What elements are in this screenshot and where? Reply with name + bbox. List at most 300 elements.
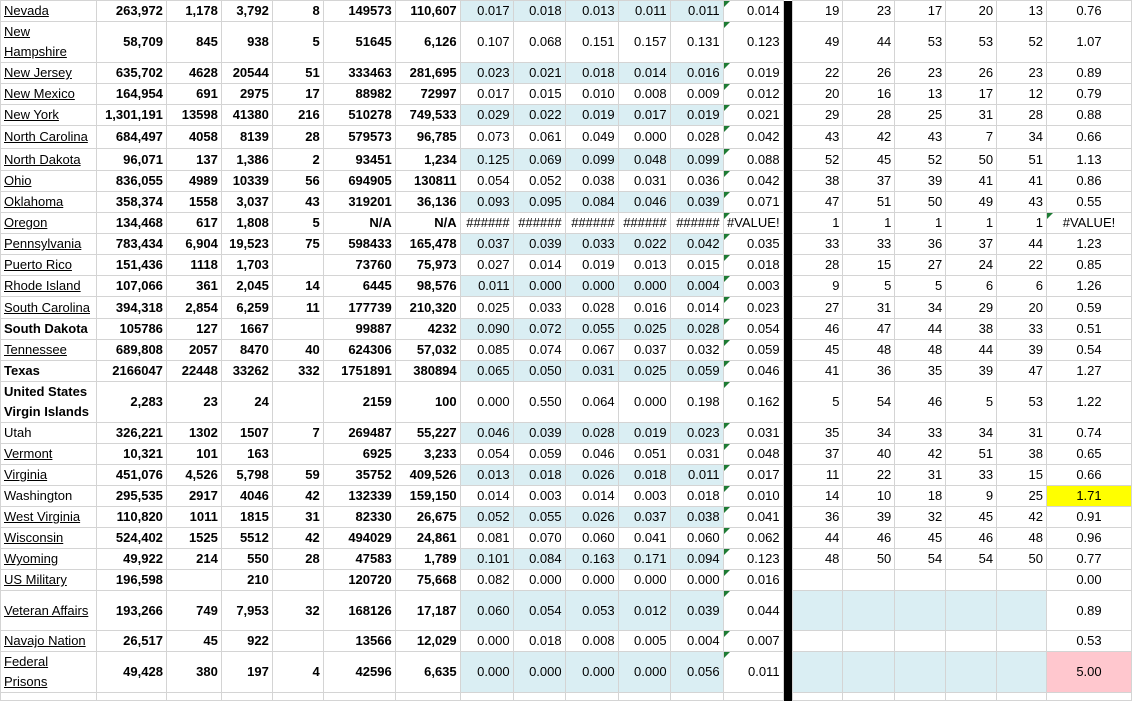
cell-count[interactable] — [272, 570, 323, 591]
cell-rank[interactable]: 46 — [946, 528, 997, 549]
cell-rank[interactable]: 36 — [895, 234, 946, 255]
cell-rate[interactable]: 0.033 — [565, 234, 618, 255]
cell-rate[interactable]: 0.049 — [565, 126, 618, 149]
cell-rate[interactable]: 0.061 — [513, 126, 565, 149]
cell-rate[interactable]: 0.011 — [670, 1, 723, 22]
cell-count[interactable]: 524,402 — [96, 528, 166, 549]
cell-ratio[interactable] — [1046, 507, 1131, 528]
cell-rate[interactable]: 0.055 — [565, 319, 618, 340]
cell-count[interactable]: 214 — [166, 549, 221, 570]
cell-count[interactable]: 332 — [272, 361, 323, 382]
cell-rank[interactable] — [946, 652, 997, 693]
cell-rank[interactable]: 35 — [895, 361, 946, 382]
cell-rank[interactable]: 20 — [946, 1, 997, 22]
cell-rate[interactable]: 0.026 — [565, 465, 618, 486]
cell-rank[interactable]: 50 — [843, 549, 895, 570]
cell-rate[interactable]: 0.037 — [618, 507, 670, 528]
cell-rate[interactable]: 0.018 — [565, 63, 618, 84]
cell-state-name[interactable] — [1, 319, 97, 340]
cell-count[interactable]: 26,517 — [96, 631, 166, 652]
cell-count[interactable]: 2 — [272, 149, 323, 171]
cell-ratio[interactable] — [1046, 149, 1131, 171]
cell-count[interactable]: 11 — [272, 297, 323, 319]
cell-ratio[interactable] — [1046, 126, 1131, 149]
cell-rank[interactable]: 1 — [895, 213, 946, 234]
cell-rank[interactable]: 23 — [997, 63, 1047, 84]
cell-count[interactable]: 75,668 — [395, 570, 460, 591]
cell-rate[interactable]: 0.046 — [618, 192, 670, 213]
cell-count[interactable]: 8 — [272, 1, 323, 22]
cell-count[interactable]: 1,789 — [395, 549, 460, 570]
cell-rank[interactable]: 5 — [792, 382, 843, 423]
cell-rate[interactable]: 0.004 — [670, 276, 723, 297]
cell-rank[interactable] — [946, 693, 997, 701]
cell-rate[interactable]: 0.054 — [460, 444, 513, 465]
state-link[interactable]: South Carolina — [4, 299, 90, 315]
cell-count[interactable]: 22448 — [166, 361, 221, 382]
cell-rank[interactable]: 39 — [946, 361, 997, 382]
cell-state-name[interactable] — [1, 234, 97, 255]
cell-count[interactable]: 4 — [272, 652, 323, 693]
cell-rate[interactable]: 0.012 — [618, 591, 670, 631]
cell-rate[interactable]: 0.022 — [618, 234, 670, 255]
cell-rank[interactable] — [946, 631, 997, 652]
cell-rank[interactable]: 28 — [843, 105, 895, 126]
cell-ratio[interactable] — [1046, 192, 1131, 213]
cell-count[interactable]: 149573 — [323, 1, 395, 22]
cell-rank[interactable]: 38 — [792, 171, 843, 192]
cell-average[interactable] — [723, 297, 783, 319]
cell-count[interactable]: 1118 — [166, 255, 221, 276]
cell-rank[interactable]: 31 — [997, 423, 1047, 444]
cell-count[interactable]: 494029 — [323, 528, 395, 549]
cell-rank[interactable]: 45 — [895, 528, 946, 549]
cell-rank[interactable] — [895, 652, 946, 693]
cell-rank[interactable]: 33 — [843, 234, 895, 255]
cell-count[interactable]: 2166047 — [96, 361, 166, 382]
cell-rank[interactable]: 31 — [946, 105, 997, 126]
cell-rate[interactable]: 0.011 — [460, 276, 513, 297]
cell-count[interactable]: 624306 — [323, 340, 395, 361]
cell-rate[interactable]: 0.019 — [565, 255, 618, 276]
cell-rate[interactable]: 0.053 — [565, 591, 618, 631]
cell-state-name[interactable] — [1, 652, 97, 693]
cell-state-name[interactable] — [1, 361, 97, 382]
cell-average[interactable] — [723, 486, 783, 507]
cell-count[interactable]: 24,861 — [395, 528, 460, 549]
cell-state-name[interactable] — [1, 63, 97, 84]
cell-rate[interactable]: 0.084 — [565, 192, 618, 213]
cell-rank[interactable]: 26 — [843, 63, 895, 84]
cell-rate[interactable]: 0.021 — [513, 63, 565, 84]
cell-rank[interactable] — [997, 693, 1047, 701]
cell-count[interactable]: 394,318 — [96, 297, 166, 319]
cell-rank[interactable]: 1 — [792, 213, 843, 234]
state-link[interactable]: North Dakota — [4, 151, 81, 167]
cell-count[interactable]: 96,071 — [96, 149, 166, 171]
cell-rate[interactable]: 0.019 — [670, 105, 723, 126]
cell-rank[interactable] — [792, 693, 843, 701]
cell-rate[interactable]: ###### — [460, 213, 513, 234]
cell-rank[interactable]: 54 — [946, 549, 997, 570]
cell-rank[interactable]: 47 — [843, 319, 895, 340]
cell-rank[interactable] — [997, 631, 1047, 652]
cell-ratio[interactable] — [1046, 570, 1131, 591]
cell-rate[interactable]: 0.060 — [460, 591, 513, 631]
cell-rate[interactable]: 0.009 — [670, 84, 723, 105]
cell-count[interactable]: 358,374 — [96, 192, 166, 213]
cell-ratio[interactable] — [1046, 361, 1131, 382]
cell-average[interactable] — [723, 340, 783, 361]
cell-rank[interactable]: 42 — [895, 444, 946, 465]
cell-count[interactable] — [166, 570, 221, 591]
cell-rate[interactable]: 0.019 — [618, 423, 670, 444]
cell-rate[interactable]: 0.050 — [513, 361, 565, 382]
cell-count[interactable]: 193,266 — [96, 591, 166, 631]
state-link[interactable]: New Jersey — [4, 65, 72, 80]
cell-rate[interactable]: 0.014 — [513, 255, 565, 276]
cell-average[interactable] — [723, 591, 783, 631]
cell-rate[interactable]: 0.000 — [618, 652, 670, 693]
cell-rank[interactable]: 34 — [895, 297, 946, 319]
cell-rate[interactable]: ###### — [618, 213, 670, 234]
cell-state-name[interactable] — [1, 486, 97, 507]
cell-rank[interactable]: 39 — [997, 340, 1047, 361]
cell-rate[interactable]: 0.018 — [513, 631, 565, 652]
cell-rate[interactable]: 0.015 — [513, 84, 565, 105]
cell-rate[interactable]: 0.039 — [670, 591, 723, 631]
cell-average[interactable] — [723, 528, 783, 549]
cell-count[interactable]: 635,702 — [96, 63, 166, 84]
cell-count[interactable]: 132339 — [323, 486, 395, 507]
cell-rank[interactable] — [843, 570, 895, 591]
cell-rank[interactable]: 48 — [792, 549, 843, 570]
cell-rank[interactable]: 46 — [843, 528, 895, 549]
cell-rate[interactable]: 0.023 — [460, 63, 513, 84]
cell-count[interactable]: 55,227 — [395, 423, 460, 444]
cell-rate[interactable]: 0.003 — [513, 486, 565, 507]
cell-count[interactable]: 3,792 — [221, 1, 272, 22]
cell-rank[interactable]: 6 — [997, 276, 1047, 297]
cell-rate[interactable]: 0.004 — [670, 631, 723, 652]
cell-count[interactable]: 1,808 — [221, 213, 272, 234]
cell-rate[interactable]: 0.085 — [460, 340, 513, 361]
cell-rate[interactable] — [670, 693, 723, 701]
cell-rank[interactable]: 52 — [997, 22, 1047, 63]
cell-rank[interactable]: 33 — [946, 465, 997, 486]
cell-rate[interactable]: 0.069 — [513, 149, 565, 171]
state-link[interactable]: Nevada — [4, 3, 49, 18]
cell-rank[interactable] — [792, 652, 843, 693]
cell-ratio[interactable] — [1046, 591, 1131, 631]
cell-rank[interactable]: 44 — [997, 234, 1047, 255]
cell-count[interactable]: 689,808 — [96, 340, 166, 361]
cell-rate[interactable]: ###### — [565, 213, 618, 234]
cell-rate[interactable]: 0.059 — [513, 444, 565, 465]
cell-count[interactable]: 4989 — [166, 171, 221, 192]
cell-count[interactable]: 23 — [166, 382, 221, 423]
cell-count[interactable]: 93451 — [323, 149, 395, 171]
cell-rate[interactable]: 0.031 — [670, 444, 723, 465]
cell-count[interactable]: 6445 — [323, 276, 395, 297]
cell-count[interactable]: 510278 — [323, 105, 395, 126]
cell-rank[interactable]: 24 — [946, 255, 997, 276]
state-link[interactable]: Wisconsin — [4, 530, 64, 545]
cell-rate[interactable]: 0.000 — [460, 652, 513, 693]
cell-rank[interactable]: 37 — [792, 444, 843, 465]
cell-rate[interactable] — [513, 693, 565, 701]
cell-rank[interactable] — [895, 570, 946, 591]
cell-rate[interactable]: 0.031 — [618, 171, 670, 192]
cell-average[interactable] — [723, 192, 783, 213]
cell-rank[interactable]: 29 — [946, 297, 997, 319]
cell-count[interactable]: 72997 — [395, 84, 460, 105]
cell-rate[interactable]: 0.028 — [670, 319, 723, 340]
cell-count[interactable]: 49,922 — [96, 549, 166, 570]
cell-rank[interactable]: 14 — [792, 486, 843, 507]
cell-ratio[interactable] — [1046, 84, 1131, 105]
cell-rank[interactable]: 51 — [843, 192, 895, 213]
cell-rank[interactable] — [895, 693, 946, 701]
cell-rate[interactable]: 0.013 — [565, 1, 618, 22]
cell-rate[interactable]: 0.056 — [670, 652, 723, 693]
cell-rank[interactable] — [997, 570, 1047, 591]
cell-rate[interactable]: 0.000 — [565, 570, 618, 591]
cell-average[interactable] — [723, 444, 783, 465]
cell-state-name[interactable] — [1, 570, 97, 591]
cell-rank[interactable]: 15 — [997, 465, 1047, 486]
cell-count[interactable]: 40 — [272, 340, 323, 361]
cell-ratio[interactable] — [1046, 255, 1131, 276]
cell-rank[interactable]: 53 — [946, 22, 997, 63]
cell-rank[interactable]: 38 — [997, 444, 1047, 465]
cell-count[interactable] — [272, 382, 323, 423]
cell-count[interactable]: 1,301,191 — [96, 105, 166, 126]
cell-count[interactable]: 137 — [166, 149, 221, 171]
cell-ratio[interactable] — [1046, 213, 1131, 234]
cell-rate[interactable]: 0.000 — [618, 126, 670, 149]
cell-count[interactable]: 6,126 — [395, 22, 460, 63]
cell-ratio[interactable] — [1046, 444, 1131, 465]
cell-rank[interactable]: 43 — [997, 192, 1047, 213]
cell-count[interactable]: 550 — [221, 549, 272, 570]
cell-count[interactable]: 57,032 — [395, 340, 460, 361]
cell-rate[interactable]: 0.000 — [618, 570, 670, 591]
cell-rank[interactable]: 6 — [946, 276, 997, 297]
cell-rank[interactable]: 54 — [843, 382, 895, 423]
state-link[interactable]: New York — [4, 107, 59, 122]
state-link[interactable]: Oklahoma — [4, 194, 64, 209]
cell-count[interactable]: 326,221 — [96, 423, 166, 444]
cell-count[interactable]: 579573 — [323, 126, 395, 149]
cell-rate[interactable]: 0.013 — [618, 255, 670, 276]
cell-rank[interactable]: 44 — [946, 340, 997, 361]
cell-ratio[interactable] — [1046, 234, 1131, 255]
cell-rank[interactable]: 37 — [946, 234, 997, 255]
cell-average[interactable] — [723, 63, 783, 84]
cell-count[interactable]: 8470 — [221, 340, 272, 361]
cell-state-name[interactable] — [1, 693, 97, 701]
cell-count[interactable]: 31 — [272, 507, 323, 528]
cell-rank[interactable]: 27 — [792, 297, 843, 319]
cell-rate[interactable]: 0.099 — [670, 149, 723, 171]
cell-ratio[interactable] — [1046, 276, 1131, 297]
cell-rate[interactable]: 0.060 — [670, 528, 723, 549]
cell-rank[interactable]: 33 — [792, 234, 843, 255]
cell-average[interactable] — [723, 276, 783, 297]
state-link[interactable]: US Military — [4, 572, 67, 587]
cell-rate[interactable]: 0.010 — [565, 84, 618, 105]
cell-count[interactable] — [395, 693, 460, 701]
cell-rank[interactable]: 28 — [792, 255, 843, 276]
cell-rate[interactable]: ###### — [670, 213, 723, 234]
cell-count[interactable]: 694905 — [323, 171, 395, 192]
cell-rate[interactable]: 0.022 — [513, 105, 565, 126]
cell-rank[interactable]: 19 — [792, 1, 843, 22]
cell-count[interactable]: N/A — [395, 213, 460, 234]
cell-count[interactable]: 110,820 — [96, 507, 166, 528]
cell-count[interactable]: 2,854 — [166, 297, 221, 319]
cell-count[interactable]: 6,635 — [395, 652, 460, 693]
cell-state-name[interactable] — [1, 276, 97, 297]
cell-count[interactable]: 163 — [221, 444, 272, 465]
cell-rate[interactable]: 0.038 — [670, 507, 723, 528]
cell-rate[interactable]: 0.018 — [618, 465, 670, 486]
cell-ratio[interactable] — [1046, 549, 1131, 570]
cell-state-name[interactable] — [1, 444, 97, 465]
cell-count[interactable]: 42 — [272, 486, 323, 507]
cell-count[interactable]: 107,066 — [96, 276, 166, 297]
cell-rank[interactable]: 52 — [895, 149, 946, 171]
cell-ratio[interactable] — [1046, 297, 1131, 319]
cell-rank[interactable]: 20 — [997, 297, 1047, 319]
cell-state-name[interactable] — [1, 255, 97, 276]
cell-count[interactable]: 33262 — [221, 361, 272, 382]
cell-rank[interactable]: 15 — [843, 255, 895, 276]
cell-count[interactable]: 783,434 — [96, 234, 166, 255]
state-link[interactable]: Puerto Rico — [4, 257, 72, 272]
cell-rate[interactable]: 0.068 — [513, 22, 565, 63]
cell-rank[interactable]: 50 — [895, 192, 946, 213]
cell-rate[interactable]: 0.037 — [618, 340, 670, 361]
cell-count[interactable]: 73760 — [323, 255, 395, 276]
cell-count[interactable]: 35752 — [323, 465, 395, 486]
cell-rate[interactable]: 0.000 — [565, 652, 618, 693]
cell-rank[interactable]: 9 — [946, 486, 997, 507]
cell-rate[interactable]: 0.014 — [670, 297, 723, 319]
cell-count[interactable]: 836,055 — [96, 171, 166, 192]
cell-count[interactable]: 19,523 — [221, 234, 272, 255]
cell-rank[interactable]: 51 — [997, 149, 1047, 171]
cell-state-name[interactable] — [1, 22, 97, 63]
cell-count[interactable]: 380 — [166, 652, 221, 693]
cell-count[interactable]: 4628 — [166, 63, 221, 84]
state-link[interactable]: New Hampshire — [4, 24, 67, 59]
cell-count[interactable]: 1525 — [166, 528, 221, 549]
cell-rate[interactable]: 0.064 — [565, 382, 618, 423]
cell-count[interactable]: 12,029 — [395, 631, 460, 652]
cell-rate[interactable]: 0.051 — [618, 444, 670, 465]
cell-rate[interactable]: 0.000 — [460, 631, 513, 652]
cell-count[interactable]: 451,076 — [96, 465, 166, 486]
cell-rank[interactable]: 48 — [843, 340, 895, 361]
cell-rank[interactable]: 38 — [946, 319, 997, 340]
cell-state-name[interactable] — [1, 84, 97, 105]
cell-count[interactable] — [272, 693, 323, 701]
cell-rate[interactable]: 0.000 — [670, 570, 723, 591]
cell-rank[interactable]: 23 — [843, 1, 895, 22]
cell-count[interactable]: 56 — [272, 171, 323, 192]
cell-rate[interactable]: 0.099 — [565, 149, 618, 171]
cell-rank[interactable]: 50 — [946, 149, 997, 171]
cell-rate[interactable]: 0.005 — [618, 631, 670, 652]
cell-average[interactable] — [723, 171, 783, 192]
cell-rank[interactable] — [843, 693, 895, 701]
cell-rate[interactable]: 0.095 — [513, 192, 565, 213]
cell-count[interactable]: 4058 — [166, 126, 221, 149]
cell-rate[interactable]: 0.018 — [513, 1, 565, 22]
cell-count[interactable]: 5 — [272, 22, 323, 63]
cell-count[interactable]: 120720 — [323, 570, 395, 591]
cell-average[interactable] — [723, 570, 783, 591]
cell-count[interactable] — [272, 255, 323, 276]
cell-rate[interactable]: 0.017 — [460, 84, 513, 105]
cell-rank[interactable]: 44 — [792, 528, 843, 549]
cell-rank[interactable]: 42 — [997, 507, 1047, 528]
cell-count[interactable]: 333463 — [323, 63, 395, 84]
cell-count[interactable] — [166, 693, 221, 701]
cell-rank[interactable] — [895, 631, 946, 652]
cell-count[interactable] — [272, 444, 323, 465]
cell-count[interactable] — [96, 693, 166, 701]
cell-average[interactable] — [723, 652, 783, 693]
cell-rank[interactable]: 10 — [843, 486, 895, 507]
cell-count[interactable]: 6925 — [323, 444, 395, 465]
cell-count[interactable]: 127 — [166, 319, 221, 340]
cell-count[interactable]: 20544 — [221, 63, 272, 84]
cell-rate[interactable]: 0.084 — [513, 549, 565, 570]
cell-rate[interactable]: 0.090 — [460, 319, 513, 340]
cell-rate[interactable]: 0.067 — [565, 340, 618, 361]
cell-rate[interactable]: 0.000 — [618, 276, 670, 297]
cell-rank[interactable]: 17 — [946, 84, 997, 105]
cell-state-name[interactable] — [1, 507, 97, 528]
cell-average[interactable] — [723, 22, 783, 63]
cell-count[interactable]: 1558 — [166, 192, 221, 213]
cell-rank[interactable]: 12 — [997, 84, 1047, 105]
cell-rate[interactable]: 0.025 — [618, 319, 670, 340]
cell-rank[interactable]: 33 — [895, 423, 946, 444]
cell-rate[interactable]: 0.072 — [513, 319, 565, 340]
cell-average[interactable] — [723, 255, 783, 276]
cell-count[interactable]: 75,973 — [395, 255, 460, 276]
cell-rate[interactable]: 0.026 — [565, 507, 618, 528]
cell-rank[interactable]: 27 — [895, 255, 946, 276]
cell-rate[interactable]: 0.039 — [670, 192, 723, 213]
cell-rate[interactable]: 0.000 — [513, 570, 565, 591]
cell-rate[interactable]: 0.014 — [460, 486, 513, 507]
state-link[interactable]: Veteran Affairs — [4, 602, 89, 618]
cell-count[interactable]: 2917 — [166, 486, 221, 507]
cell-rate[interactable]: 0.082 — [460, 570, 513, 591]
cell-count[interactable]: 168126 — [323, 591, 395, 631]
cell-count[interactable]: 98,576 — [395, 276, 460, 297]
cell-count[interactable] — [221, 693, 272, 701]
state-link[interactable]: Oregon — [4, 215, 48, 230]
cell-count[interactable]: 2159 — [323, 382, 395, 423]
cell-rate[interactable]: 0.171 — [618, 549, 670, 570]
cell-ratio[interactable] — [1046, 652, 1131, 693]
